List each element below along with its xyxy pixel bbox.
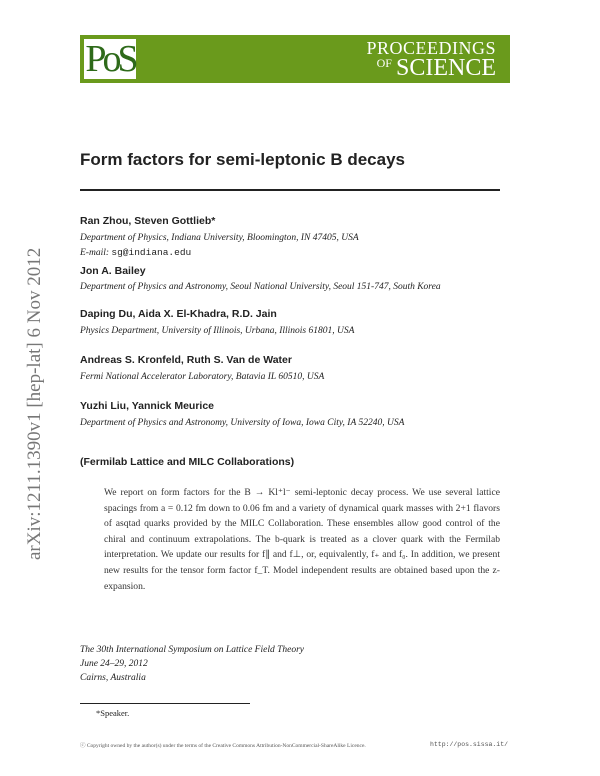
collaboration: (Fermilab Lattice and MILC Collaborations) xyxy=(80,456,295,468)
author-affiliation: Physics Department, University of Illinois, Urbana, Illinois 61801, USA xyxy=(80,326,355,336)
author-affiliation: Department of Physics, Indiana University, Bloomington, IN 47405, USA xyxy=(80,233,359,243)
conference-location: Cairns, Australia xyxy=(80,673,146,683)
conference-name: The 30th International Symposium on Lattice Field Theory xyxy=(80,645,305,655)
arxiv-identifier[interactable]: arXiv:1211.1390v1 [hep-lat] 6 Nov 2012 xyxy=(24,247,45,560)
author-affiliation: Fermi National Accelerator Laboratory, Batavia IL 60510, USA xyxy=(80,372,325,382)
logo-proceedings: PROCEEDINGS xyxy=(366,38,496,58)
footnote-rule xyxy=(80,703,250,704)
author-names: Yuzhi Liu, Yannick Meurice xyxy=(80,400,215,412)
title-rule xyxy=(80,189,500,191)
pos-url[interactable]: http://pos.sissa.it/ xyxy=(430,741,509,748)
author-affiliation: Department of Physics and Astronomy, University of Iowa, Iowa City, IA 52240, USA xyxy=(80,418,405,428)
copyright-notice: ⓒ Copyright owned by the author(s) under the terms of the Creative Commons Attribution-NonCommercial-ShareAlike Licence. xyxy=(80,743,366,749)
email-link[interactable]: sg@indiana.edu xyxy=(111,247,192,258)
conference-dates: June 24–29, 2012 xyxy=(80,659,148,669)
author-names: Jon A. Bailey xyxy=(80,265,146,277)
author-names: Ran Zhou, Steven Gottlieb* xyxy=(80,215,216,227)
logo-of-science: $^{OF}$ SCIENCE xyxy=(376,55,496,81)
author-email: E-mail: sg@indiana.edu xyxy=(80,247,192,258)
pos-logo-mark: PoS xyxy=(85,38,135,80)
footnote: *Speaker. xyxy=(96,708,130,718)
pos-logo-banner xyxy=(80,35,510,83)
abstract: We report on form factors for the B → Kl⁺l⁻ semi-leptonic decay process. We use several lattice spacings from a = 0.12 fm down to 0.06 fm and a variety of dynamical quark masses with 2+1 flavors of asqtad quarks provided by the MILC Collaboration. These ensembles allow good control of the chiral and continuum extrapolations. The b-quark is treated as a clover quark with the Fermilab interpretation. We update our results for f∥ and f⊥, or, equivalently, f₊ and f₀. In addition, we present new results for the tensor form factor f_T. Model independent results are obtained based upon the z-expansion. xyxy=(104,487,500,592)
paper-title: Form factors for semi-leptonic B decays xyxy=(80,150,405,169)
author-affiliation: Department of Physics and Astronomy, Seoul National University, Seoul 151-747, South Korea xyxy=(80,282,441,292)
author-names: Daping Du, Aida X. El-Khadra, R.D. Jain xyxy=(80,308,277,320)
author-names: Andreas S. Kronfeld, Ruth S. Van de Water xyxy=(80,354,292,366)
